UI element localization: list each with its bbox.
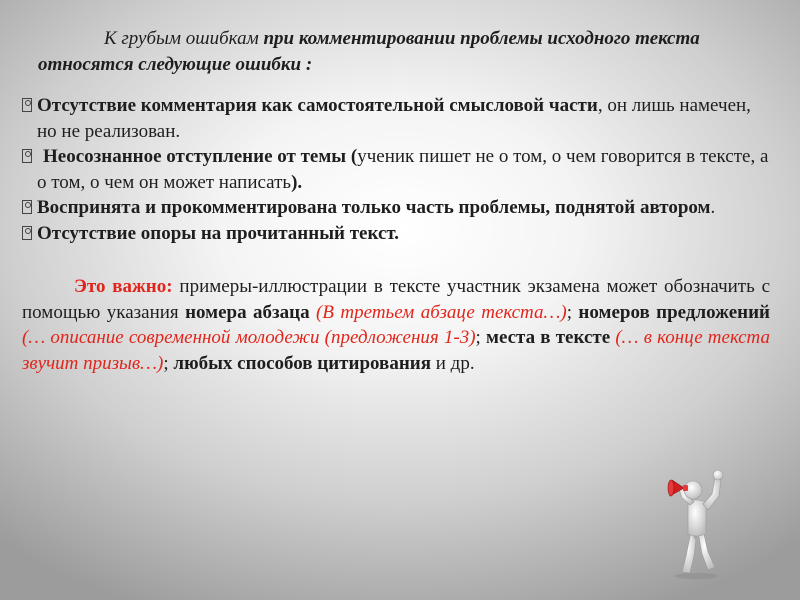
bullet-icon: [22, 98, 32, 112]
item-bold: Неосознанное отступление от темы (: [43, 146, 358, 167]
note-bold: номера абзаца: [185, 301, 310, 323]
person-with-megaphone-icon: [660, 460, 730, 580]
item-text: , он лишь намечен, но не реализован.: [37, 95, 751, 142]
note-text: примеры-иллюстрации в тексте участник экзамена может обозначить с помощью указания: [22, 276, 770, 323]
note-example: (… описание современной молодежи (предложения 1-3): [22, 327, 476, 348]
item-bold: Отсутствие опоры на прочитанный текст.: [37, 222, 400, 244]
item-bold: Отсутствие комментария как самостоятельной смысловой части: [37, 95, 598, 116]
important-note: [22, 274, 770, 376]
item-text: .: [710, 197, 716, 218]
errors-list: [22, 93, 770, 246]
note-bold: любых способов цитирования: [173, 352, 431, 374]
list-item: [22, 195, 770, 221]
note-bold: места в тексте: [486, 327, 611, 348]
note-example: (… в конце текста звучит призыв…): [22, 327, 770, 374]
note-sep: ;: [475, 327, 486, 348]
bullet-icon: [22, 149, 32, 163]
slide-text: [22, 26, 770, 376]
item-bold-end: ).: [291, 171, 303, 193]
list-item: [22, 221, 770, 247]
note-bold: номеров предложений: [578, 301, 770, 323]
note-sep: ;: [163, 352, 174, 374]
note-sep: ;: [566, 301, 579, 323]
item-text: ученик пишет не о том, о чем говорится в тексте, а о том, о чем он может написать: [37, 146, 769, 193]
list-item: [22, 144, 770, 195]
slide-title: [22, 26, 770, 77]
note-label: Это важно:: [74, 276, 173, 297]
title-part1: К грубым ошибкам: [104, 28, 264, 49]
item-bold: Воспринята и прокомментирована только часть проблемы, поднятой автором: [37, 197, 711, 218]
title-part2: при комментировании проблемы исходного текста относятся следующие ошибки :: [38, 28, 700, 75]
list-item: [22, 93, 770, 144]
note-text-end: и др.: [431, 352, 475, 374]
note-example: (В третьем абзаце текста…): [309, 301, 567, 323]
bullet-icon: [22, 200, 32, 214]
bullet-icon: [22, 226, 32, 240]
